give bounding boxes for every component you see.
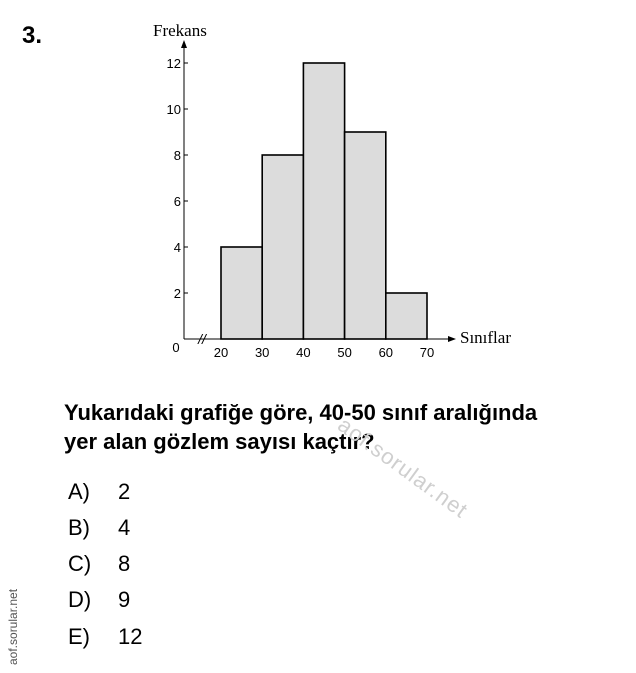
watermark-side: aof.sorular.net xyxy=(6,588,20,665)
question-number: 3. xyxy=(22,22,43,49)
x-axis-label: Sınıflar xyxy=(460,328,511,347)
axis-break-mark: // xyxy=(198,331,206,347)
x-tick-label: 40 xyxy=(296,345,311,360)
y-tick-label: 10 xyxy=(166,102,181,117)
option-letter: B) xyxy=(68,515,90,540)
option-b[interactable] xyxy=(68,514,130,542)
option-c[interactable] xyxy=(68,550,130,578)
x-ticks xyxy=(214,345,434,360)
option-letter: E) xyxy=(68,624,90,649)
y-axis-label: Frekans xyxy=(153,21,207,40)
x-tick-label: 20 xyxy=(213,345,229,360)
origin-label: 0 xyxy=(172,340,180,355)
y-tick-label: 6 xyxy=(173,194,181,209)
question-line-1: Yukarıdaki grafiğe göre, 40-50 sınıf aralığında xyxy=(64,400,538,425)
histogram-bar-40-50 xyxy=(303,63,344,339)
histogram-bar-30-40 xyxy=(262,155,303,339)
option-value: 8 xyxy=(118,551,131,576)
option-d[interactable] xyxy=(68,586,130,614)
watermark-diagonal: aof.sorular.net xyxy=(333,412,473,524)
option-value: 4 xyxy=(118,515,131,540)
x-tick-label: 60 xyxy=(378,345,394,360)
option-letter: C) xyxy=(68,551,92,576)
x-axis-arrow xyxy=(448,336,456,342)
y-tick-label: 2 xyxy=(173,286,181,301)
y-tick-label: 8 xyxy=(173,148,181,163)
option-value: 9 xyxy=(118,587,131,612)
histogram-bar-60-70 xyxy=(386,293,427,339)
histogram-bar-50-60 xyxy=(345,132,386,339)
question-line-2: yer alan gözlem sayısı kaçtır? xyxy=(64,429,375,454)
option-letter: D) xyxy=(68,587,92,612)
histogram-bar-20-30 xyxy=(221,247,262,339)
x-tick-label: 70 xyxy=(419,345,435,360)
y-ticks xyxy=(167,56,188,301)
option-a[interactable] xyxy=(68,478,130,506)
histogram-bars xyxy=(221,63,427,339)
option-e[interactable] xyxy=(68,623,142,651)
x-tick-label: 50 xyxy=(337,345,352,360)
y-tick-label: 4 xyxy=(173,240,181,255)
option-value: 2 xyxy=(118,479,131,504)
option-letter: A) xyxy=(68,479,90,504)
y-tick-label: 12 xyxy=(166,56,181,71)
x-tick-label: 30 xyxy=(254,345,270,360)
option-value: 12 xyxy=(118,624,143,649)
y-axis-arrow xyxy=(181,40,187,48)
